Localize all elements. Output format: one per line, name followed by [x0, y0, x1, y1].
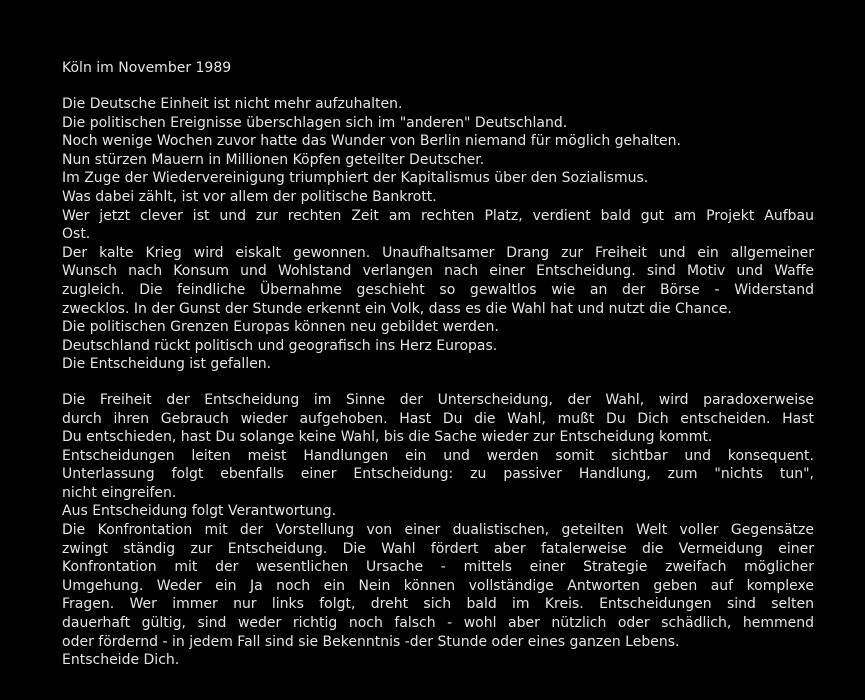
text-line: Deutschland rückt politisch und geografisch ins Herz Europas. — [62, 337, 498, 354]
text-line: zwecklos. In der Gunst der Stunde erkennt ein Volk, dass es die Wahl hat und nutzt die Chance. — [62, 300, 732, 317]
text-line: nicht eingreifen. — [62, 484, 177, 501]
text-line: zugleich. Die feindliche Übernahme geschieht so gewaltlos wie an der Börse - Widerstand — [62, 281, 814, 298]
text-line: Die Entscheidung ist gefallen. — [62, 356, 272, 373]
text-line: durch ihren Gebrauch wieder aufgehoben. Hast Du die Wahl, mußt Du Dich entscheiden. Hast — [62, 410, 814, 427]
text-line: Ost. — [62, 226, 91, 243]
text-line: Nun stürzen Mauern in Millionen Köpfen geteilter Deutscher. — [62, 151, 485, 168]
text-line: Der kalte Krieg wird eiskalt gewonnen. Unaufhaltsamer Drang zur Freiheit und ein allgemeiner — [62, 244, 814, 261]
text-line: Die politischen Ereignisse überschlagen sich im "anderen" Deutschland. — [62, 114, 568, 131]
text-line: Aus Entscheidung folgt Verantwortung. — [62, 503, 337, 520]
text-line: oder fördernd - in jedem Fall sind sie Bekenntnis -der Stunde oder eines ganzen Lebens. — [62, 633, 680, 650]
paragraph-2 — [62, 391, 814, 670]
text-line: Entscheide Dich. — [62, 652, 180, 669]
text-line: Wer jetzt clever ist und zur rechten Zeit am rechten Platz, verdient bald gut am Projekt Aufbau — [62, 207, 814, 224]
text-line: Was dabei zählt, ist vor allem der politische Bankrott. — [62, 188, 437, 205]
text-line: Du entschieden, hast Du solange keine Wahl, bis die Sache wieder zur Entscheidung kommt. — [62, 429, 713, 446]
text-line: Die Konfrontation mit der Vorstellung von einer dualistischen, geteilten Welt voller Gegensätze — [62, 522, 814, 539]
text-line: Die Deutsche Einheit ist nicht mehr aufzuhalten. — [62, 96, 403, 112]
text-line: Die politischen Grenzen Europas können neu gebildet werden. — [62, 319, 499, 336]
text-line: Wunsch nach Konsum und Wohlstand verlangen nach einer Entscheidung. sind Motiv und Waffe — [62, 263, 814, 280]
document-page — [62, 59, 814, 670]
text-line: Entscheidungen leiten meist Handlungen ein und werden somit sichtbar und konsequent. — [62, 447, 814, 464]
text-line: Umgehung. Weder ein Ja noch ein Nein können vollständige Antworten geben auf komplexe — [62, 577, 814, 594]
text-line: Die Freiheit der Entscheidung im Sinne der Unterscheidung, der Wahl, wird paradoxerweise — [62, 391, 814, 408]
text-line: Fragen. Wer immer nur links folgt, dreht sich bald im Kreis. Entscheidungen sind selten — [62, 596, 814, 613]
text-line: Unterlassung folgt ebenfalls einer Entscheidung: zu passiver Handlung, zum "nichts tun", — [62, 466, 814, 483]
text-line: Noch wenige Wochen zuvor hatte das Wunder von Berlin niemand für möglich gehalten. — [62, 133, 681, 150]
document-heading: Köln im November 1989 — [62, 60, 232, 76]
text-line: dauerhaft gültig, sind weder richtig noch falsch - wohl aber nützlich oder schädlich, hemmend — [62, 615, 814, 632]
text-line: Im Zuge der Wiedervereinigung triumphiert der Kapitalismus über den Sozialismus. — [62, 170, 649, 187]
text-line: zwingt ständig zur Entscheidung. Die Wahl fördert aber fatalerweise die Vermeidung einer — [62, 540, 814, 557]
paragraph-gap — [62, 374, 814, 391]
paragraph-1 — [62, 95, 814, 374]
text-line: Konfrontation mit der wesentlichen Ursache - mittels einer Strategie zweifach möglicher — [62, 559, 814, 576]
